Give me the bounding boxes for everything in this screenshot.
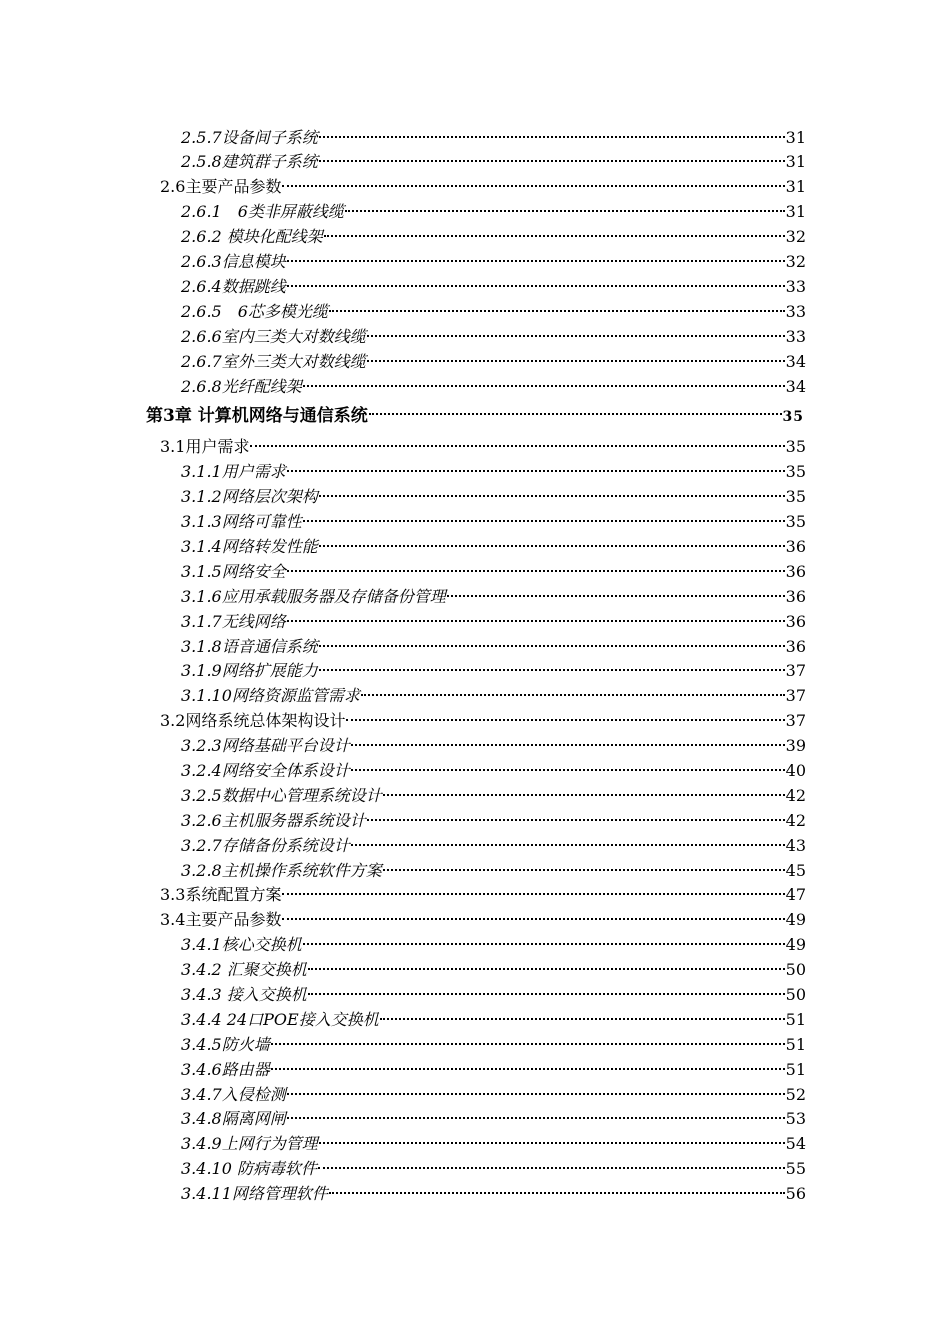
toc-entry-page-number: 33	[785, 326, 806, 346]
dot-leader	[383, 851, 785, 871]
toc-entry-title: 3.1.3网络可靠性	[181, 512, 302, 532]
dot-leader	[351, 726, 785, 746]
toc-entry-title: 3.4.9上网行为管理	[181, 1134, 318, 1154]
dot-leader	[351, 751, 785, 771]
toc-entry-page-number: 37	[785, 711, 806, 731]
toc-entry-title: 2.6.4数据跳线	[181, 276, 286, 296]
dot-leader	[303, 502, 785, 522]
dot-leader	[369, 394, 782, 415]
toc-entry-title: 2.6.7室外三类大对数线缆	[181, 351, 366, 371]
toc-entry-title: 3.1.7无线网络	[181, 611, 286, 631]
dot-leader	[346, 702, 784, 722]
toc-entry-title: 2.6.1 6类非屏蔽线缆	[181, 202, 344, 222]
toc-entry-title: 3.1.5网络安全	[181, 561, 286, 581]
dot-leader	[250, 428, 784, 448]
toc-entry-title: 第3章 计算机网络与通信系统	[146, 405, 368, 426]
toc-entry-page-number: 49	[785, 935, 806, 955]
toc-entry-page-number: 43	[785, 835, 806, 855]
toc-entry-title: 3.4.10 防病毒软件	[181, 1159, 317, 1179]
dot-leader	[319, 118, 785, 138]
toc-entry-title: 2.6.2 模块化配线架	[181, 227, 323, 247]
dot-leader	[287, 1075, 785, 1095]
toc-entry-page-number: 42	[785, 785, 806, 805]
dot-leader	[361, 677, 785, 697]
toc-entry-title: 3.4.2 汇聚交换机	[181, 960, 307, 980]
toc-entry[interactable]	[181, 1180, 806, 1205]
dot-leader	[447, 577, 785, 597]
toc-entry-title: 3.1.10网络资源监管需求	[181, 686, 360, 706]
dot-leader	[367, 317, 785, 337]
dot-leader	[367, 801, 785, 821]
dot-leader	[271, 1050, 785, 1070]
toc-entry-title: 3.2.3网络基础平台设计	[181, 736, 350, 756]
toc-entry-title: 3.4.5防火墙	[181, 1034, 270, 1054]
toc-entry-page-number: 32	[785, 252, 806, 272]
toc-entry-page-number: 36	[785, 636, 806, 656]
dot-leader	[380, 1000, 785, 1020]
toc-entry-title: 3.2.4网络安全体系设计	[181, 760, 350, 780]
dot-leader	[287, 1100, 785, 1120]
toc-entry-page-number: 31	[785, 177, 806, 197]
toc-entry-page-number: 49	[785, 910, 806, 930]
toc-entry-page-number: 40	[785, 760, 806, 780]
toc-entry-page-number: 39	[785, 736, 806, 756]
toc-entry-page-number: 37	[785, 661, 806, 681]
table-of-contents	[0, 123, 950, 1204]
toc-entry-title: 3.3系统配置方案	[160, 885, 282, 905]
dot-leader	[319, 1125, 785, 1145]
toc-entry-title: 3.2.7存储备份系统设计	[181, 835, 350, 855]
toc-entry-page-number: 45	[785, 860, 806, 880]
dot-leader	[303, 367, 785, 387]
toc-entry-page-number: 51	[785, 1059, 806, 1079]
dot-leader	[329, 292, 785, 312]
dot-leader	[282, 876, 784, 896]
toc-entry-page-number: 36	[785, 586, 806, 606]
toc-entry-title: 3.4.8隔离网闸	[181, 1109, 286, 1129]
toc-entry-page-number: 36	[785, 561, 806, 581]
toc-entry-title: 3.4主要产品参数	[160, 910, 282, 930]
toc-entry-title: 3.4.3 接入交换机	[181, 984, 307, 1004]
toc-entry-title: 3.4.6路由器	[181, 1059, 270, 1079]
dot-leader	[282, 168, 784, 188]
toc-entry-page-number: 34	[785, 351, 806, 371]
toc-entry-page-number: 35	[785, 462, 806, 482]
dot-leader	[345, 193, 785, 213]
toc-entry-title: 3.1.1用户需求	[181, 462, 286, 482]
toc-entry-title: 3.4.4 24口POE接入交换机	[181, 1009, 379, 1029]
toc-entry-title: 2.6.3信息模块	[181, 252, 286, 272]
toc-entry-page-number: 51	[785, 1034, 806, 1054]
toc-entry-title: 3.4.1核心交换机	[181, 935, 302, 955]
toc-entry-title: 3.2.8主机操作系统软件方案	[181, 860, 382, 880]
toc-entry-title: 2.6.6室内三类大对数线缆	[181, 326, 366, 346]
dot-leader	[319, 627, 785, 647]
toc-entry-title: 2.5.8建筑群子系统	[181, 152, 318, 172]
dot-leader	[287, 242, 785, 262]
dot-leader	[351, 826, 785, 846]
dot-leader	[383, 776, 785, 796]
toc-entry-page-number: 47	[785, 885, 806, 905]
dot-leader	[324, 218, 785, 238]
dot-leader	[271, 1025, 785, 1045]
toc-entry[interactable]	[181, 372, 806, 397]
toc-entry-page-number: 52	[785, 1084, 806, 1104]
toc-entry-page-number: 42	[785, 810, 806, 830]
toc-entry-title: 3.2.5数据中心管理系统设计	[181, 785, 382, 805]
toc-entry-title: 3.1.6应用承载服务器及存储备份管理	[181, 586, 446, 606]
dot-leader	[367, 342, 785, 362]
toc-entry-page-number: 35	[785, 512, 806, 532]
dot-leader	[308, 951, 785, 971]
toc-entry-title: 3.4.11网络管理软件	[181, 1184, 328, 1204]
toc-entry-page-number: 33	[785, 301, 806, 321]
dot-leader	[319, 527, 785, 547]
dot-leader	[287, 552, 785, 572]
toc-entry-title: 3.4.7入侵检测	[181, 1084, 286, 1104]
toc-entry-page-number: 34	[785, 376, 806, 396]
dot-leader	[318, 1150, 785, 1170]
toc-entry-page-number: 31	[785, 202, 806, 222]
dot-leader	[287, 267, 785, 287]
toc-entry-page-number: 51	[785, 1009, 806, 1029]
toc-entry-title: 3.1用户需求	[160, 437, 250, 457]
toc-entry-page-number: 35	[785, 487, 806, 507]
toc-entry-page-number: 54	[785, 1134, 806, 1154]
dot-leader	[319, 478, 785, 498]
toc-entry-title: 3.1.9网络扩展能力	[181, 661, 318, 681]
toc-entry-page-number: 50	[785, 960, 806, 980]
toc-entry-page-number: 32	[785, 227, 806, 247]
toc-entry-page-number: 33	[785, 276, 806, 296]
dot-leader	[287, 453, 785, 473]
toc-entry-page-number: 37	[785, 686, 806, 706]
dot-leader	[282, 901, 784, 921]
toc-entry-page-number: 36	[785, 536, 806, 556]
toc-entry-title: 3.1.4网络转发性能	[181, 536, 318, 556]
dot-leader	[303, 926, 785, 946]
toc-entry-page-number: 56	[785, 1184, 806, 1204]
toc-entry-title: 3.1.8语音通信系统	[181, 636, 318, 656]
toc-entry-title: 3.2.6主机服务器系统设计	[181, 810, 366, 830]
dot-leader	[308, 975, 785, 995]
toc-entry-page-number: 35	[785, 437, 806, 457]
toc-entry-title: 3.2网络系统总体架构设计	[160, 711, 346, 731]
toc-entry-page-number: 55	[785, 1159, 806, 1179]
dot-leader	[319, 652, 785, 672]
toc-entry-page-number: 31	[785, 152, 806, 172]
toc-entry-title: 3.1.2网络层次架构	[181, 487, 318, 507]
toc-entry-page-number: 50	[785, 984, 806, 1004]
toc-entry-title: 2.5.7设备间子系统	[181, 127, 318, 147]
toc-entry-title: 2.6.5 6芯多模光缆	[181, 301, 328, 321]
toc-entry-page-number: 53	[785, 1109, 806, 1129]
dot-leader	[287, 602, 785, 622]
toc-entry-page-number: 31	[785, 127, 806, 147]
toc-entry-title: 2.6.8光纤配线架	[181, 376, 302, 396]
dot-leader	[329, 1175, 785, 1195]
toc-entry-title: 2.6主要产品参数	[160, 177, 282, 197]
toc-entry-page-number: 35	[782, 408, 804, 425]
toc-entry-page-number: 36	[785, 611, 806, 631]
dot-leader	[319, 143, 785, 163]
